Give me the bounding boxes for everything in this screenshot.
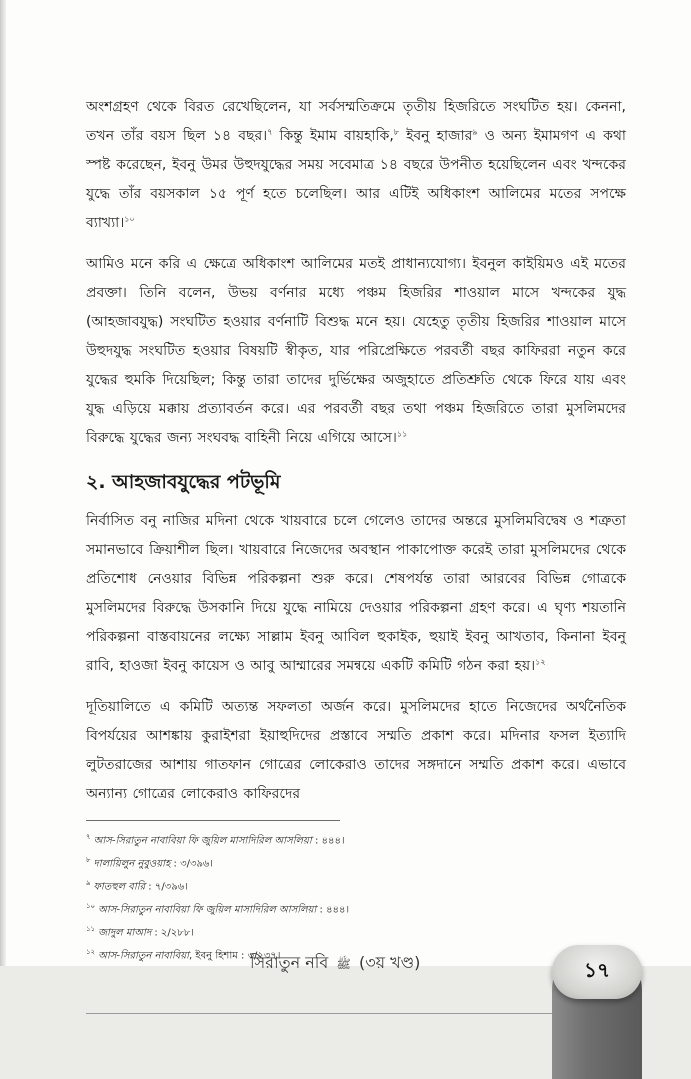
footnote-source: দালায়িলুন নুবুওয়াহ [93,858,171,870]
paragraph-2-text: আমিও মনে করি এ ক্ষেত্রে অধিকাংশ আলিমের মতই প্রাধান্যযোগ্য। ইবনুল কাইয়িমও এই মতের প্রবক্তা। তিনি বলেন, উভয় বর্ণনার মধ্যে পঞ্চম হিজরির শাওয়াল মাসে খন্দকের যুদ্ধ (আহজাবযুদ্ধ) সংঘটিত হওয়ার বর্ণনাটি বিশুদ্ধ মনে হয়। যেহেতু তৃতীয় হিজরির শাওয়াল মাসে উহুদযুদ্ধ সংঘটিত হওয়ার বিষয়টি স্বীকৃত, যার পরিপ্রেক্ষিতে পরবর্তী বছর কাফিররা নতুন করে যুদ্ধের হুমকি দিয়েছিল; কিন্তু তারা তাদের দুর্ভিক্ষের অজুহাতে প্রতিশ্রুতি থেকে ফিরে যায় এবং যুদ্ধ এড়িয়ে মক্কায় প্রত্যাবর্তন করে। এর পরবর্তী বছর তথা পঞ্চম হিজরিতে তারা মুসলিমদের বিরুদ্ধে যুদ্ধের জন্য সংঘবদ্ধ বাহিনী নিয়ে এগিয়ে আসে। [86,256,626,446]
footer-rule [86,1013,554,1014]
footnote-marker: ৯ [472,127,478,137]
footnote-source: ফাতহুল বারি [93,881,146,893]
salawat-ornament-icon: ﷺ [336,957,351,971]
footnote-item [86,897,556,920]
footnote-source: আস-সিরাতুন নাবাবিয়া ফি জুয়িল মাসাদিরিল আসলিয়া [98,904,317,916]
footnote-reference: : ৪৪৪। [311,835,345,847]
volume-label: (৩য় খণ্ড) [358,953,421,972]
footnote-number: ১০ [86,902,96,911]
footnote-reference: : ৩/৩৯৬। [170,858,214,870]
footnote-item [86,851,556,874]
footnote-number: ৮ [86,856,91,865]
footnote-marker: ১১ [396,429,408,439]
paragraph-1-text-a: অংশগ্রহণ থেকে বিরত রেখেছিলেন, যা সর্বসম্মতিক্রমে তৃতীয় হিজরিতে সংঘটিত হয়। কেননা, তখন তাঁর বয়স ছিল ১৪ বছর। [86,99,626,144]
book-title: সিরাতুন নবি [250,953,329,972]
footnotes [86,828,556,966]
footnote-item [86,828,556,851]
footnote-number: ১২ [86,948,96,957]
footnote-reference: : ৭/৩৯৬। [145,881,188,893]
paragraph-1-text-d: ও অন্য ইমামগণ এ কথা স্পষ্ট করেছেন, ইবনু উমর উহুদযুদ্ধের সময় সবেমাত্র ১৪ বছরে উপনীত হয়েছিলেন এবং খন্দকের যুদ্ধে তাঁর বয়সকাল ১৫ পূর্ণ হতে চলেছিল। আর এটিই অধিকাংশ আলিমের মতের সপক্ষে ব্যাখ্যা। [86,128,626,231]
page-number: ১৭ [584,958,610,982]
footnote-source: আস-সিরাতুন নাবাবিয়া [98,950,190,962]
paragraph-3 [86,507,626,681]
paragraph-2 [86,250,626,453]
footnote-marker: ১০ [124,214,135,224]
footnote-number: ৯ [86,879,91,888]
section-heading: ২. আহজাবযুদ্ধের পটভূমি [86,471,281,493]
footnote-number: ৭ [86,833,91,841]
page-binding-edge [0,0,6,1079]
footnote-source: জাদুল মাআদ [98,927,152,939]
footnote-item [86,920,556,943]
paragraph-1-text-b: কিন্তু ইমাম বায়হাকি, [272,128,394,144]
paragraph-1-text-c: ইবনু হাজার [399,128,473,144]
footnote-reference: , ইবনু হিশাম : ৩/২৩৭। [189,950,281,962]
footnote-number: ১১ [86,925,96,934]
paragraph-1 [86,93,626,238]
footnote-source: আস-সিরাতুন নাবাবিয়া ফি জুয়িল মাসাদিরিল আসলিয়া [93,835,312,847]
paragraph-3-text: নির্বাসিত বনু নাজির মদিনা থেকে খায়বারে চলে গেলেও তাদের অন্তরে মুসলিমবিদ্বেষ ও শত্রুতা সমানভাবে ক্রিয়াশীল ছিল। খায়বারে নিজেদের অবস্থান পাকাপোক্ত করেই তারা মুসলিমদের থেকে প্রতিশোধ নেওয়ার বিভিন্ন পরিকল্পনা শুরু করে। শেষপর্যন্ত তারা আরবের বিভিন্ন গোত্রকে মুসলিমদের বিরুদ্ধে উসকানি দিয়ে যুদ্ধে নামিয়ে দেওয়ার পরিকল্পনা গ্রহণ করে। এ ঘৃণ্য শয়তানি পরিকল্পনা বাস্তবায়নের লক্ষ্যে সাল্লাম ইবনু আবিল হুকাইক, হুয়াই ইবনু আখতাব, কিনানা ইবনু রাবি, হাওজা ইবনু কায়েস ও আবু আম্মারের সমন্বয়ে একটি কমিটি গঠন করা হয়। [86,513,626,674]
footnote-marker: ৮ [393,127,399,137]
footnote-item [86,874,556,897]
main-text [86,93,626,821]
footnote-divider [86,820,340,821]
footnote-marker: ৭ [267,127,273,137]
footnote-marker: ১২ [535,657,546,667]
paragraph-4-text: দূতিয়ালিতে এ কমিটি অত্যন্ত সফলতা অর্জন করে। মুসলিমদের হাতে নিজেদের অর্থনৈতিক বিপর্যয়ের আশঙ্কায় কুরাইশরা ইয়াহুদিদের প্রস্তাবে সম্মতি প্রকাশ করে। মদিনার ফসল ইত্যাদি লুটতরাজের আশায় গাতফান গোত্রের লোকেরাও তাদের সঙ্গদানে সম্মতি প্রকাশ করে। এভাবে অন্যান্য গোত্রের লোকেরাও কাফিরদের [86,699,626,802]
paragraph-4 [86,693,626,809]
running-title [250,950,420,977]
footnote-reference: : ৪৪৪। [316,904,350,916]
footnote-reference: : ২/২৮৮। [151,927,194,939]
